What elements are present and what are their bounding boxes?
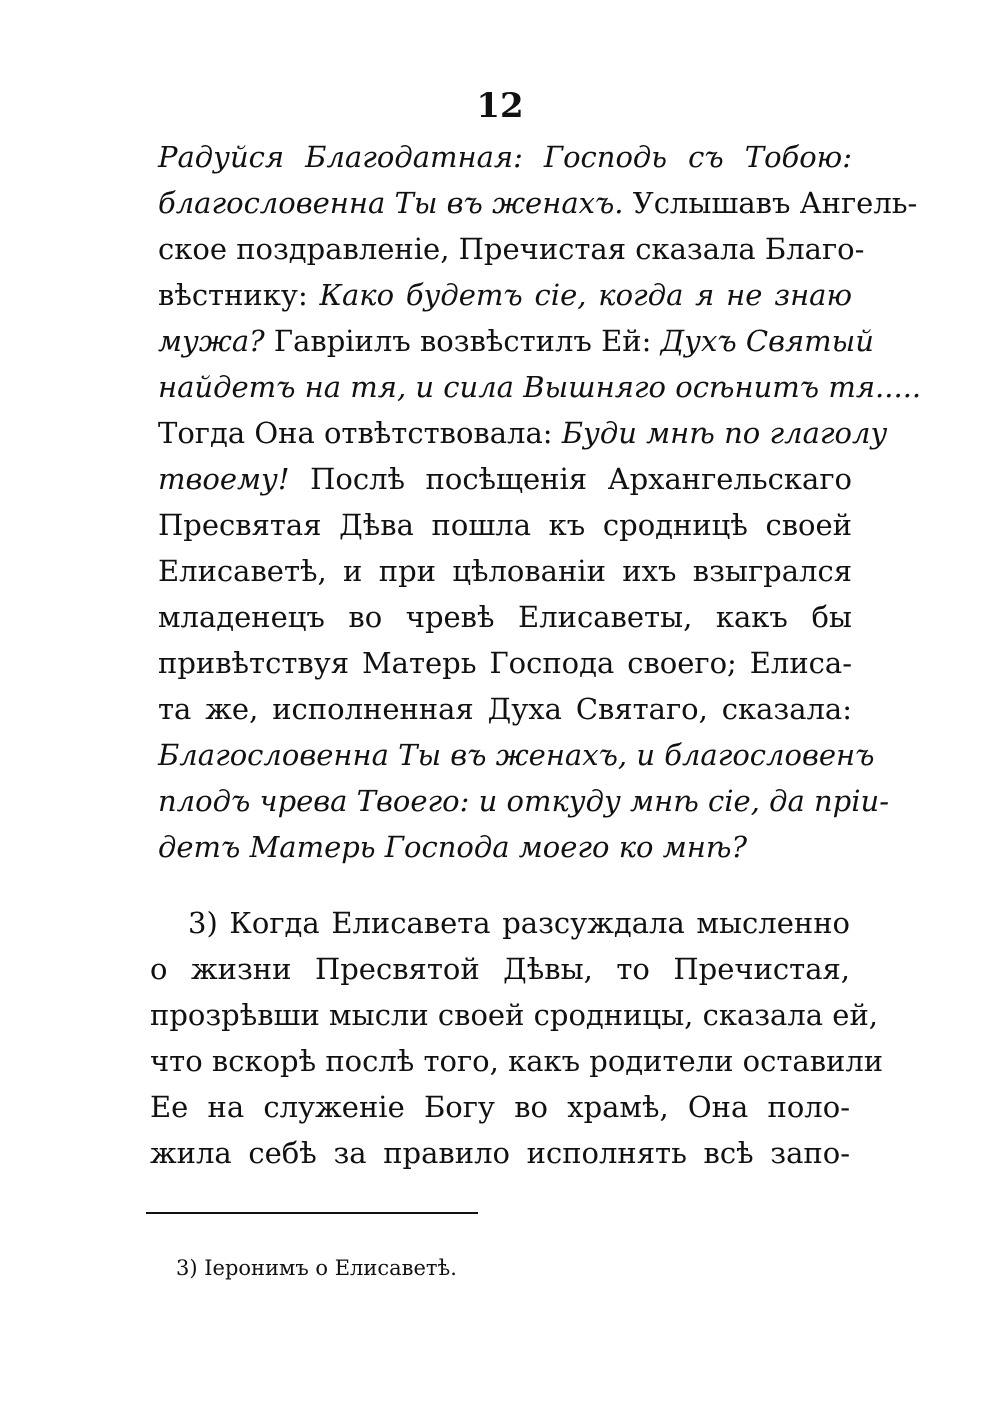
text-span: что вскорѣ послѣ того, какъ родители оставили	[150, 1044, 884, 1078]
text-span: Гавріилъ возвѣстилъ Ей:	[264, 324, 661, 358]
text-span: младенецъ во чревѣ Елисаветы, какъ бы	[158, 600, 852, 634]
text-line	[158, 180, 918, 226]
text-span: вѣстнику:	[158, 278, 320, 312]
text-line	[158, 640, 852, 686]
text-line	[158, 272, 852, 318]
italic-quote: Радуйся Благодатная: Господь съ Тобою:	[158, 140, 852, 174]
text-span: Тогда Она отвѣтствовала:	[158, 416, 562, 450]
text-line	[158, 410, 888, 456]
italic-quote: плодъ чрева Твоего: и откуду мнѣ сіе, да пріи-	[158, 784, 889, 818]
italic-quote: благословенна Ты въ женахъ.	[158, 186, 624, 220]
text-line	[150, 946, 850, 992]
text-line	[150, 1130, 850, 1176]
text-line	[158, 548, 852, 594]
italic-quote: Буди мнѣ по глаголу	[561, 416, 888, 450]
text-line	[188, 900, 850, 946]
text-span: Пресвятая Дѣва пошла къ сродницѣ своей	[158, 508, 852, 542]
text-span: прозрѣвши мысли своей сродницы, сказала ей,	[150, 998, 878, 1032]
text-line	[158, 686, 852, 732]
text-span: ское поздравленіе, Пречистая сказала Благо-	[158, 232, 865, 266]
text-span: Ее на служеніе Богу во храмѣ, Она поло-	[150, 1090, 850, 1124]
text-line	[158, 318, 874, 364]
text-line	[158, 732, 875, 778]
text-span: жила себѣ за правило исполнять всѣ запо-	[150, 1136, 850, 1170]
text-line	[158, 226, 865, 272]
text-span: о жизни Пресвятой Дѣвы, то Пречистая,	[150, 952, 850, 986]
italic-quote: мужа?	[158, 324, 265, 358]
text-line	[158, 364, 922, 410]
text-line	[158, 502, 852, 548]
text-span: Послѣ посѣщенія Архангельскаго	[289, 462, 852, 496]
italic-quote: Духъ Святый	[660, 324, 874, 358]
text-span: привѣтствуя Матерь Господа своего; Елиса-	[158, 646, 852, 680]
text-line	[158, 594, 852, 640]
italic-quote: твоему!	[158, 462, 290, 496]
text-line	[158, 778, 889, 824]
text-span: та же, исполненная Духа Святаго, сказала:	[158, 692, 852, 726]
text-span: Елисаветѣ, и при цѣлованіи ихъ взыгрался	[158, 554, 852, 588]
italic-quote: детъ Матерь Господа моего ко мнѣ?	[158, 830, 748, 864]
italic-quote: Благословенна Ты въ женахъ, и благословенъ	[158, 738, 875, 772]
text-span: Услышавъ Ангель-	[623, 186, 918, 220]
italic-quote: Како будетъ сіе, когда я не знаю	[319, 278, 852, 312]
italic-quote: найдетъ на тя, и сила Вышняго осѣнитъ тя.....	[158, 370, 922, 404]
text-line	[150, 992, 878, 1038]
footnote-divider	[146, 1212, 478, 1214]
text-line	[158, 824, 852, 870]
text-line	[158, 134, 852, 180]
page-number: 12	[476, 86, 524, 126]
text-line	[158, 456, 852, 502]
footnote: 3) Іеронимъ о Елисаветѣ.	[176, 1256, 457, 1280]
text-line	[150, 1038, 884, 1084]
text-span: 3) Когда Елисавета разсуждала мысленно	[188, 906, 850, 940]
text-line	[150, 1084, 850, 1130]
